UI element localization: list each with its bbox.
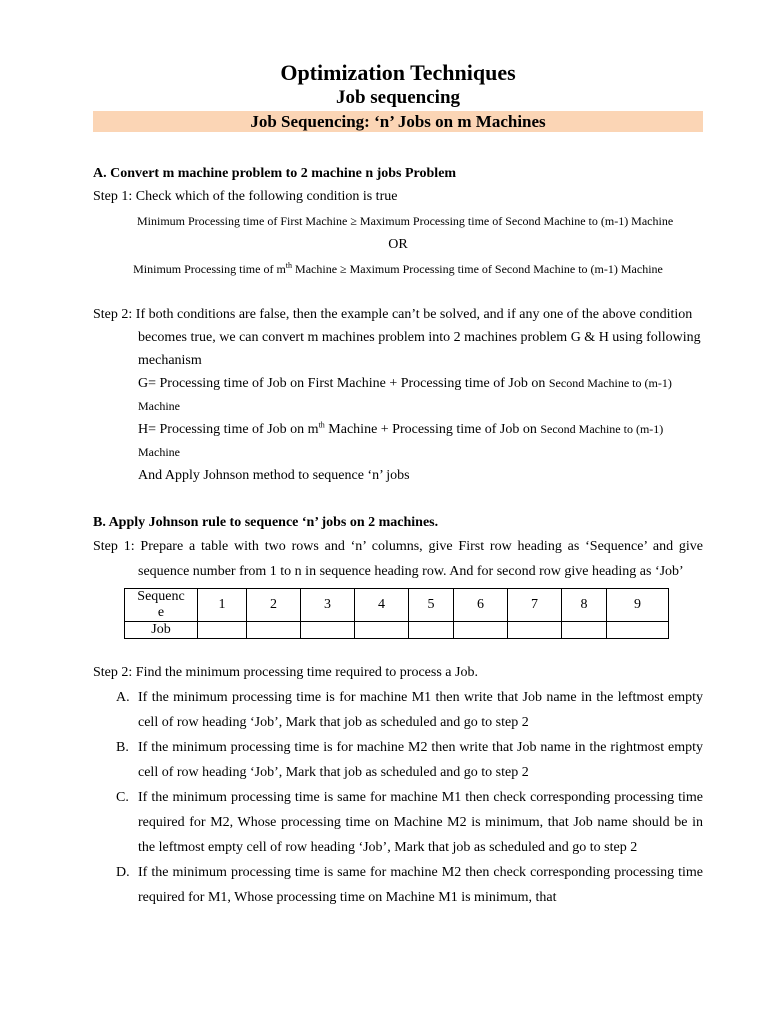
- document-subtitle: Job sequencing: [335, 87, 461, 108]
- job-cell: [508, 622, 562, 639]
- seq-cell: 2: [247, 589, 301, 622]
- section-banner: Job Sequencing: ‘n’ Jobs on m Machines: [93, 111, 703, 132]
- job-cell: [355, 622, 409, 639]
- seq-cell: 5: [409, 589, 454, 622]
- job-header-cell: Job: [125, 622, 198, 639]
- h-formula-main: Machine + Processing time of Job on: [324, 422, 541, 437]
- document-title: Optimization Techniques: [280, 60, 516, 85]
- section-a-step2: [93, 303, 703, 372]
- section-a-heading: A. Convert m machine problem to 2 machine n jobs Problem: [93, 166, 457, 181]
- list-item-text: If the minimum processing time is same for machine M1 then check corresponding processing time required for M2, Whose processing time on Machine M2 is minimum, that Job name should be in the leftmost empty cell of row heading ‘Job’, Mark that job as scheduled and go to step 2: [138, 790, 703, 855]
- list-item: [93, 685, 703, 735]
- job-cell: [454, 622, 508, 639]
- condition-2-post: Machine ≥ Maximum Processing time of Second Machine to (m-1) Machine: [292, 262, 663, 276]
- sequence-header-b: e: [157, 605, 165, 620]
- seq-cell: 4: [355, 589, 409, 622]
- list-item: [93, 785, 703, 860]
- table-row-job: [125, 622, 669, 639]
- seq-cell: 8: [562, 589, 607, 622]
- list-item-text: If the minimum processing time is same for machine M2 then check corresponding processing time required for M1, Whose processing time on Machine M1 is minimum, that: [138, 865, 703, 905]
- g-formula: [93, 372, 703, 418]
- h-formula-pre: H= Processing time of Job on m: [138, 422, 319, 437]
- sequence-header-a: Sequenc: [137, 589, 185, 604]
- list-item: [93, 735, 703, 785]
- seq-cell: 9: [607, 589, 669, 622]
- job-cell: [198, 622, 247, 639]
- job-cell: [301, 622, 355, 639]
- job-cell: [247, 622, 301, 639]
- job-cell: [562, 622, 607, 639]
- document-page: [93, 0, 703, 910]
- condition-2: [93, 257, 703, 281]
- list-item-mark: D.: [116, 865, 130, 880]
- h-formula-sup: th: [318, 420, 325, 430]
- condition-1: Minimum Processing time of First Machine ≥ Maximum Processing time of Second Machine to (m-1) Machine: [137, 214, 674, 228]
- section-b-heading: B. Apply Johnson rule to sequence ‘n’ jobs on 2 machines.: [93, 515, 439, 530]
- list-item-mark: B.: [116, 740, 129, 755]
- step2-label: Step 2: [93, 307, 129, 322]
- condition-2-pre: Minimum Processing time of m: [133, 262, 286, 276]
- apply-johnson: And Apply Johnson method to sequence ‘n’ jobs: [138, 468, 410, 483]
- list-item-mark: A.: [116, 690, 130, 705]
- list-item-text: If the minimum processing time is for machine M1 then write that Job name in the leftmost empty cell of row heading ‘Job’, Mark that job as scheduled and go to step 2: [138, 690, 703, 730]
- seq-cell: 3: [301, 589, 355, 622]
- list-item-text: If the minimum processing time is for machine M2 then write that Job name in the rightmost empty cell of row heading ‘Job’, Mark that job as scheduled and go to step 2: [138, 740, 703, 780]
- section-b-step1: Step 1: Prepare a table with two rows and ‘n’ columns, give First row heading as ‘Sequence’ and give sequence number from 1 to n in sequence heading row. And for second row give heading as ‘Job’: [93, 539, 703, 579]
- list-item-mark: C.: [116, 790, 129, 805]
- job-cell: [607, 622, 669, 639]
- section-a-step1: Step 1: Check which of the following condition is true: [93, 189, 398, 204]
- step2-text: : If both conditions are false, then the example can’t be solved, and if any one of the above condition becomes true, we can convert m machines problem into 2 machines problem G & H using following mechanism: [128, 307, 701, 368]
- g-formula-main: G= Processing time of Job on First Machine + Processing time of Job on: [138, 376, 549, 391]
- condition-2-sup: th: [285, 261, 293, 270]
- h-formula-small: Second Machine to (m-1) Machine: [138, 422, 664, 459]
- h-formula: [93, 418, 703, 464]
- rule-list: [93, 685, 703, 910]
- job-cell: [409, 622, 454, 639]
- section-b-step2: Step 2: Find the minimum processing time required to process a Job.: [93, 665, 478, 680]
- seq-cell: 7: [508, 589, 562, 622]
- sequence-table: [124, 588, 669, 639]
- seq-cell: 6: [454, 589, 508, 622]
- or-text: OR: [388, 237, 408, 252]
- list-item: [93, 860, 703, 910]
- g-formula-small: Second Machine to (m-1) Machine: [138, 376, 672, 413]
- sequence-header-cell: [125, 589, 198, 622]
- table-row-sequence: [125, 589, 669, 622]
- seq-cell: 1: [198, 589, 247, 622]
